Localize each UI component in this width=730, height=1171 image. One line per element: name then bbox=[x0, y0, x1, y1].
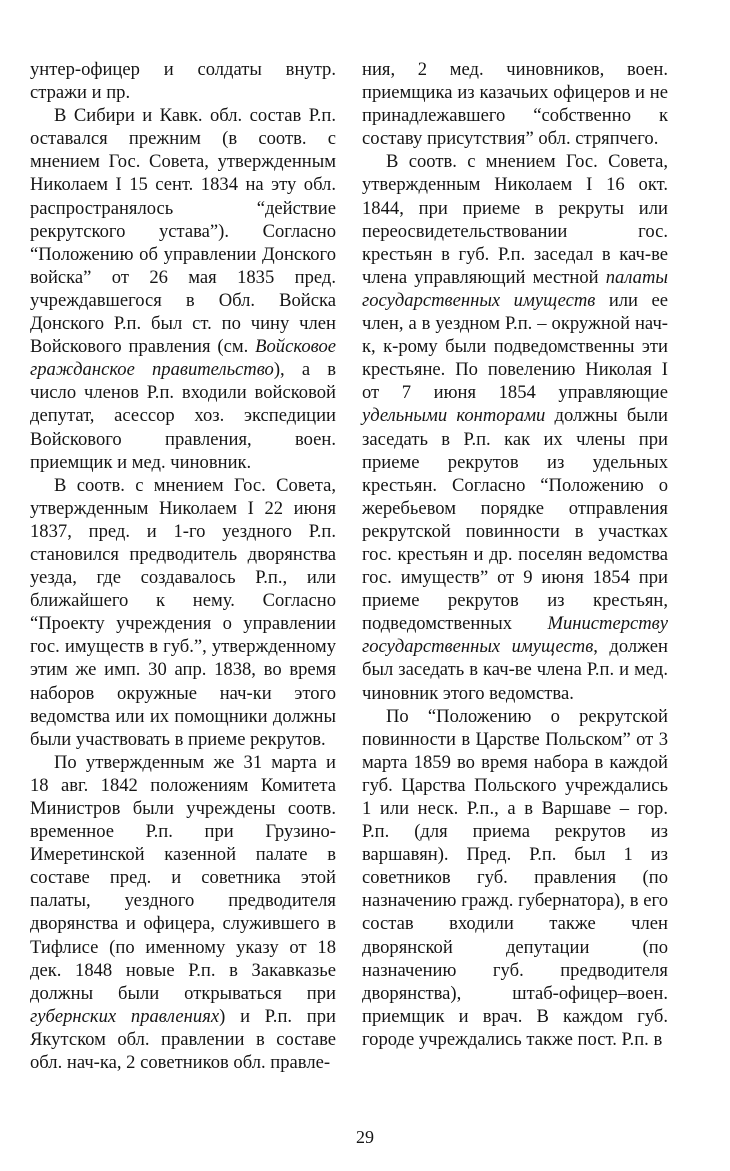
italic-term: Войсковое гражданское правительство bbox=[30, 336, 336, 381]
text-run: должны были заседать в Р.п. как их члены при приеме рекрутов из удельных крестьян. Согласно “Положению о жеребьевом порядке отправления рекрутской повинности в участках гос. крестьян и др. поселян ведомства гос. имуществ” от 9 июня 1854 при приеме рекрутов из крестьян, подведомственных bbox=[362, 405, 669, 635]
paragraph: унтер-офицер и солдаты внутр. стражи и пр. bbox=[30, 59, 336, 104]
italic-term: Министерству государственных имуществ bbox=[362, 613, 668, 658]
left-column bbox=[30, 58, 336, 1074]
text-run: ), а в число членов Р.п. входили войсковой депутат, асессор хоз. экспедиции Войскового правления, воен. приемщик и мед. чиновник. bbox=[30, 359, 337, 473]
text-run: В соотв. с мнением Гос. Совета, утвержденным Николаем I 16 окт. 1844, при приеме в рекруты или переосвидетельствовании гос. крестьян в губ. Р.п. заседал в кач-ве члена управляющий местной bbox=[362, 151, 668, 288]
text-run: По утвержденным же 31 марта и 18 авг. 1842 положениям Комитета Министров были учреждены соотв. временное Р.п. при Грузино-Имеретинской казенной палате в составе пред. и советника этой палаты, уездного предводителя дворянства и офицера, служившего в Тифлисе (по именному указу от 18 дек. 1848 новые Р.п. в Закавказье должны были открываться при bbox=[30, 751, 336, 1004]
page-number: 29 bbox=[356, 1127, 374, 1147]
text-run: В Сибири и Кавк. обл. состав Р.п. оставался прежним (в соотв. с мнением Гос. Совета, утвержденным Николаем I 15 сент. 1834 на эту обл. распространялось “действие рекрутского устава”). Согласно “Положению об управлении Донского войска” от 26 мая 1835 пред. учреждавшегося в Обл. Войска Донского Р.п. был ст. по чину член Войскового правления (см. bbox=[30, 105, 336, 358]
text-run: , должен был заседать в кач-ве члена Р.п. и мед. чиновник этого ведомства. bbox=[362, 636, 668, 704]
paragraph bbox=[362, 150, 668, 704]
paragraph: По “Положению о рекрутской повинности в Царстве Польском” от 3 марта 1859 во время набора в каждой губ. Царства Польского учреждались 1 или неск. Р.п., а в Варшаве – гор. Р.п. (для приема рекрутов из варшавян). Пред. Р.п. был 1 из советников губ. правления (по назначению гражд. губернатора), в его состав входили также член дворянской депутации (по назначению губ. предводителя дворянства), штаб-офицер–воен. приемщик и врач. В каждом губ. городе учреждались также пост. Р.п. в bbox=[362, 705, 668, 1050]
italic-term: палаты государственных имуществ bbox=[362, 266, 668, 311]
text-run: ) и Р.п. при Якутском обл. правлении в составе обл. нач-ка, 2 советников обл. правле- bbox=[30, 1005, 336, 1074]
paragraph bbox=[30, 751, 336, 1074]
italic-term: губернских правлениях bbox=[30, 1005, 220, 1027]
text-run: или ее член, а в уездном Р.п. – окружной нач-к, к-рому были подведомственны эти крестьяне. По повелению Николая I от 7 июня 1854 управляющие bbox=[362, 289, 669, 404]
right-column bbox=[362, 58, 668, 1051]
italic-term: удельными конторами bbox=[362, 405, 546, 427]
paragraph: ния, 2 мед. чиновников, воен. приемщика из казачьих офицеров и не принадлежавшего “собственно к составу присутствия” обл. стряпчего. bbox=[362, 59, 668, 150]
paragraph bbox=[30, 104, 336, 474]
paragraph: В соотв. с мнением Гос. Совета, утвержденным Николаем I 22 июня 1837, пред. и 1-го уездного Р.п. становился предводитель дворянства уезда, где создавалось Р.п., или ближайшего к нему. Согласно “Проекту учреждения о управлении гос. имуществ в губ.”, утвержденному этим же имп. 30 апр. 1838, во время наборов окружные нач-ки этого ведомства или их помощники должны были участвовать в приеме рекрутов. bbox=[30, 474, 336, 750]
